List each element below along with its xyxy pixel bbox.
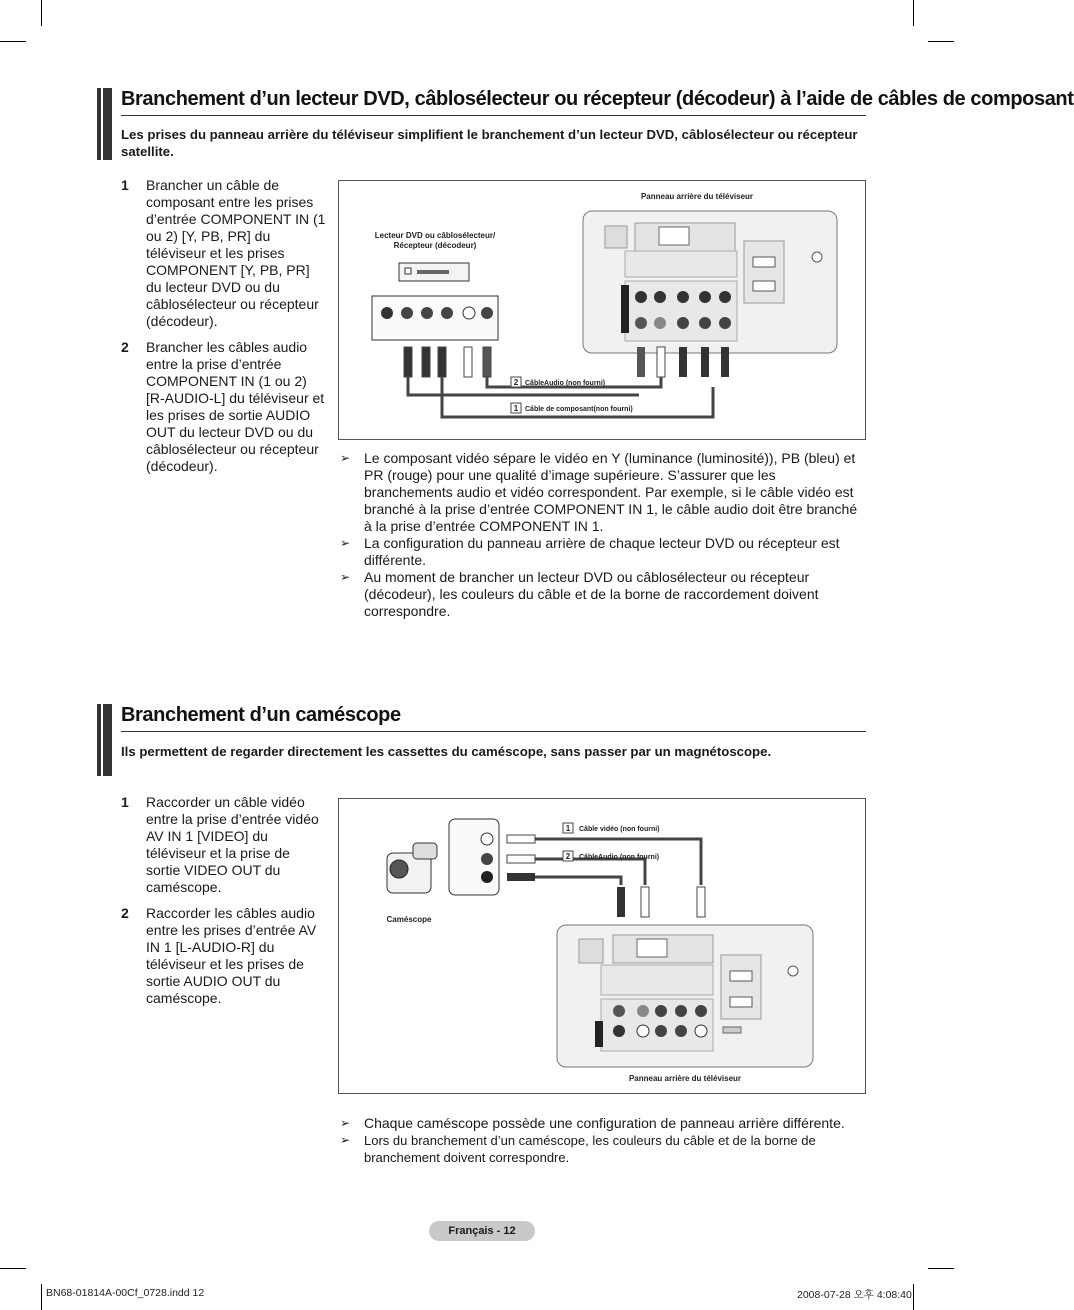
tv-panel-label: Panneau arrière du téléviseur — [628, 1074, 742, 1083]
note-text: Lors du branchement d’un caméscope, les couleurs du câble et de la borne de branchement doivent correspondre. — [364, 1133, 816, 1165]
note-text: Chaque caméscope possède une configuration de panneau arrière différente. — [364, 1115, 845, 1131]
vga-port — [659, 227, 689, 245]
dvd-tray — [417, 270, 449, 274]
camcorder-connection-diagram — [338, 798, 866, 1094]
optical-port — [605, 226, 627, 248]
dvd-button — [405, 268, 411, 274]
hdmi-port — [730, 997, 752, 1007]
step-number: 1 — [121, 177, 129, 193]
step-number: 1 — [121, 794, 129, 810]
step-2 — [121, 905, 326, 1007]
crop-mark — [0, 41, 26, 42]
crop-mark — [41, 0, 42, 26]
section-marker — [97, 88, 112, 160]
service-port — [723, 1027, 741, 1033]
cable1-number: 1 — [565, 824, 571, 833]
section-marker — [97, 704, 112, 776]
cable1-label: Câble de composant(non fourni) — [525, 406, 633, 413]
section1-title: Branchement d’un lecteur DVD, câblosélecteur ou récepteur (décodeur) à l’aide de câbles de composant — [121, 88, 1074, 110]
tv-panel-label: Panneau arrière du téléviseur — [640, 192, 754, 201]
dvd-diagram-svg — [339, 181, 865, 439]
cable1-number: 1 — [513, 404, 519, 413]
hdmi-block — [744, 241, 784, 303]
note-item — [340, 1115, 868, 1132]
section2-notes — [340, 1115, 868, 1166]
note-arrow-icon: ➢ — [340, 570, 351, 584]
camcorder-cables — [535, 839, 701, 885]
crop-mark — [928, 41, 954, 42]
note-text: La configuration du panneau arrière de chaque lecteur DVD ou récepteur est différente. — [364, 535, 840, 568]
crop-mark — [41, 1284, 42, 1310]
note-arrow-icon: ➢ — [340, 1116, 351, 1130]
date-info: 2008-07-28 오후 4:08:40 — [797, 1289, 912, 1301]
note-item — [340, 535, 868, 569]
av-label-strip — [621, 285, 629, 333]
cable2-number: 2 — [513, 378, 519, 387]
device-label: Lecteur DVD ou câblosélecteur/ — [374, 231, 496, 240]
component-block-2 — [625, 281, 737, 341]
step-1 — [121, 794, 326, 896]
note-item — [340, 569, 868, 620]
component-block-1 — [625, 251, 737, 277]
step-number: 2 — [121, 339, 129, 355]
camcorder-diagram-svg — [339, 799, 865, 1093]
cable2-number: 2 — [565, 852, 571, 861]
dvd-connection-diagram — [338, 180, 866, 440]
crop-mark — [928, 1268, 954, 1269]
step-text: Brancher les câbles audio entre la prise d’entrée COMPONENT IN (1 ou 2) [R-AUDIO-L] du téléviseur et les prises de sortie AUDIO OUT du lecteur DVD ou du câblosélecteur ou récepteur (décodeur). — [146, 339, 325, 474]
note-arrow-icon: ➢ — [340, 451, 351, 465]
note-item — [340, 1132, 868, 1166]
note-arrow-icon: ➢ — [340, 1133, 351, 1147]
hdmi-port — [753, 257, 775, 267]
camcorder-viewfinder — [413, 843, 437, 859]
camcorder-jacks — [481, 833, 493, 883]
section1-steps — [121, 177, 326, 484]
step-text: Raccorder les câbles audio entre les prises d’entrée AV IN 1 [L-AUDIO-R] du téléviseur et les prises de sortie AUDIO OUT du caméscope. — [146, 905, 317, 1006]
hdmi-port — [753, 281, 775, 291]
camcorder-label: Caméscope — [386, 915, 432, 924]
section2-steps — [121, 794, 326, 1016]
cable2-label: CâbleAudio (non fourni) — [579, 854, 660, 861]
note-item — [340, 450, 868, 535]
note-text: Le composant vidéo sépare le vidéo en Y (luminance (luminosité)), PB (bleu) et PR (rouge) pour une qualité d’image supérieure. S’assurer que les branchements audio et vidéo correspondent. Par exemple, si le câble vidéo est branché à la prise d’entrée COMPONENT IN 1, le câble audio doit être branché à la prise d’entrée COMPONENT IN 1. — [364, 450, 858, 534]
crop-mark — [913, 1284, 914, 1310]
file-info: BN68-01814A-00Cf_0728.indd 12 — [46, 1287, 205, 1299]
step-1 — [121, 177, 326, 330]
section2-intro: Ils permettent de regarder directement les cassettes du caméscope, sans passer par un magnétoscope. — [121, 744, 772, 759]
optical-port — [579, 939, 603, 963]
step-2 — [121, 339, 326, 475]
note-arrow-icon: ➢ — [340, 536, 351, 550]
step-text: Raccorder un câble vidéo entre la prise d’entrée vidéo AV IN 1 [VIDEO] du téléviseur et la prise de sortie VIDEO OUT du caméscope. — [146, 794, 319, 895]
step-number: 2 — [121, 905, 129, 921]
crop-mark — [913, 0, 914, 26]
section1-notes — [340, 450, 868, 620]
ant-in-port — [812, 252, 822, 262]
cable1-label: Câble vidéo (non fourni) — [579, 826, 660, 833]
crop-mark — [0, 1268, 26, 1269]
hdmi-port — [730, 971, 752, 981]
page-number-badge: Français - 12 — [429, 1221, 535, 1241]
device-label: Récepteur (décodeur) — [393, 241, 477, 250]
vga-port — [637, 939, 667, 957]
section1-intro: Les prises du panneau arrière du téléviseur simplifient le branchement d’un lecteur DVD, câblosélecteur ou récepteur satellite. — [121, 127, 858, 159]
hdmi-block — [721, 955, 761, 1019]
camcorder-lens — [390, 860, 408, 878]
av-in-label-strip — [595, 1021, 603, 1047]
note-text: Au moment de brancher un lecteur DVD ou câblosélecteur ou récepteur (décodeur), les couleurs du câble et de la borne de raccordement doivent correspondre. — [364, 569, 819, 619]
dvd-back-panel — [372, 296, 498, 340]
section2-title: Branchement d’un caméscope — [121, 704, 401, 726]
section1-rule — [121, 115, 866, 116]
ant-in-port — [788, 966, 798, 976]
audio-block — [601, 965, 713, 995]
section2-rule — [121, 731, 866, 732]
step-text: Brancher un câble de composant entre les prises d’entrée COMPONENT IN (1 ou 2) [Y, PB, PR] du téléviseur et les prises COMPONENT [Y, PB, PR] du lecteur DVD ou du câblosélecteur ou récepteur (décodeur). — [146, 177, 326, 329]
cable2-label: CâbleAudio (non fourni) — [525, 380, 606, 387]
